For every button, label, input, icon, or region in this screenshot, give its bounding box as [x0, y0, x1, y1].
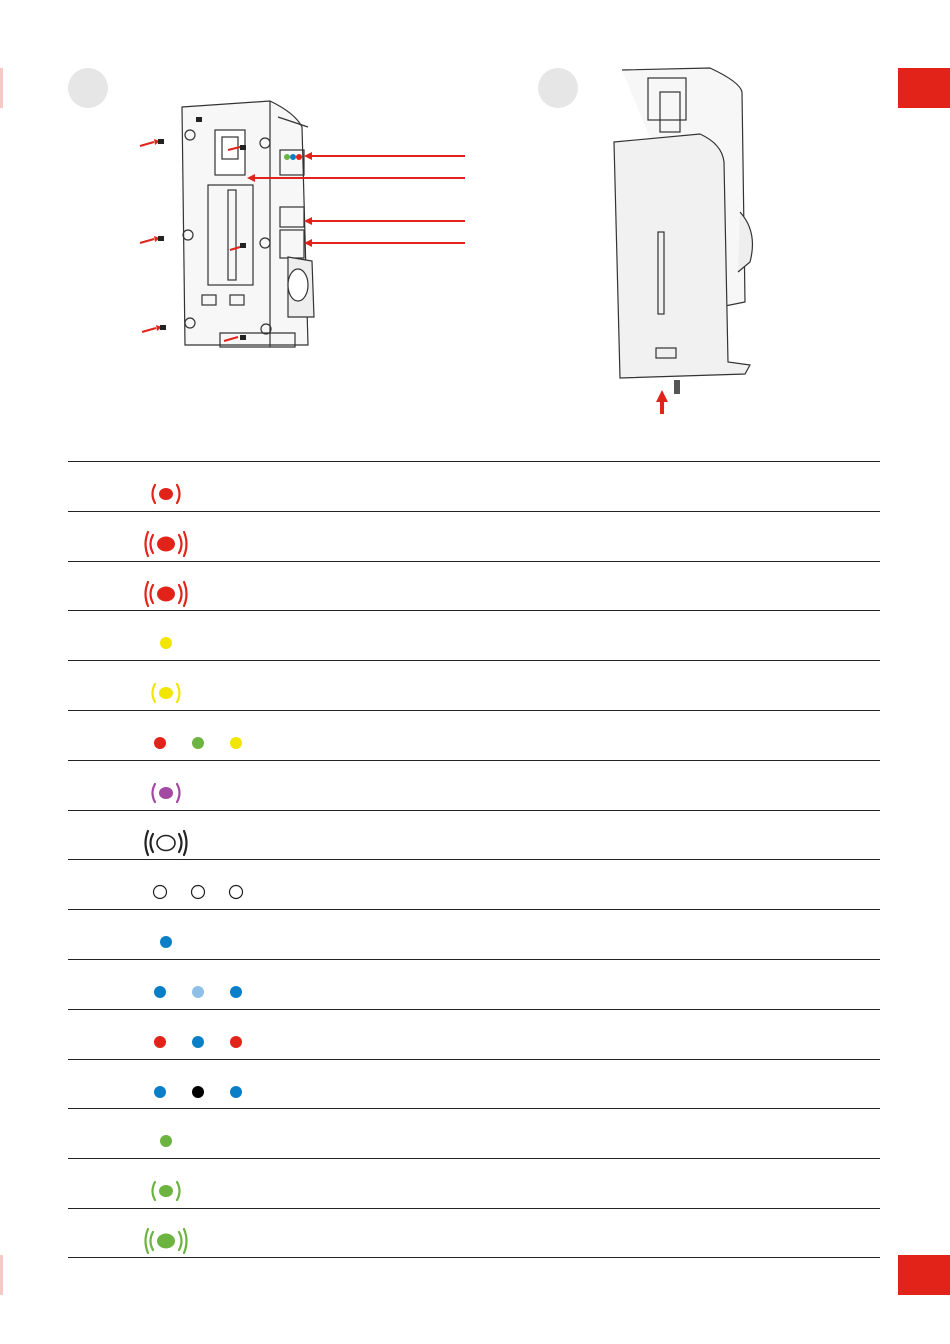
led-dot — [230, 1036, 242, 1048]
led-indicator-icon — [68, 1010, 288, 1058]
led-dot — [157, 835, 175, 850]
led-indicator-icon — [68, 860, 288, 908]
led-status-row — [68, 1108, 880, 1158]
led-indicator-icon — [68, 462, 288, 510]
section-tab-marker-bottom — [898, 1255, 950, 1295]
led-dot — [159, 687, 173, 699]
led-dot — [230, 737, 242, 749]
led-pulse-arc — [184, 1229, 187, 1253]
led-dot — [154, 886, 167, 899]
led-dot — [157, 536, 175, 551]
led-dot — [157, 1233, 175, 1248]
section-tab-marker-top — [898, 68, 950, 108]
edge-crop-mark-bottom — [0, 1255, 3, 1295]
led-pulse-arc — [153, 684, 156, 702]
led-pulse-arc — [153, 784, 156, 802]
led-dot — [160, 1135, 172, 1147]
led-dot — [154, 1086, 166, 1098]
led-dot — [192, 886, 205, 899]
led-status-row — [68, 461, 880, 511]
led-status-row — [68, 1158, 880, 1208]
led-indicator-icon — [68, 1109, 288, 1157]
led-dot — [230, 886, 243, 899]
led-dot — [192, 986, 204, 998]
led-dot — [159, 787, 173, 799]
led-dot — [159, 1185, 173, 1197]
led-status-row — [68, 1208, 880, 1258]
led-pulse-arc — [146, 831, 149, 855]
led-status-row — [68, 959, 880, 1009]
led-pulse-arc — [179, 535, 182, 553]
led-pulse-arc — [146, 582, 149, 606]
led-status-row — [68, 511, 880, 561]
led-pulse-arc — [153, 485, 156, 503]
led-dot — [159, 488, 173, 500]
led-pulse-arc — [184, 532, 187, 556]
led-status-row — [68, 1009, 880, 1059]
led-indicator-icon — [68, 711, 288, 759]
led-indicator-icon — [68, 562, 288, 610]
led-pulse-arc — [153, 1182, 156, 1200]
step-2-marker — [538, 68, 578, 108]
led-dot — [154, 986, 166, 998]
led-status-row — [68, 859, 880, 909]
led-dot — [192, 1036, 204, 1048]
led-pulse-arc — [146, 1229, 149, 1253]
led-dot — [154, 1036, 166, 1048]
led-pulse-arc — [184, 831, 187, 855]
led-dot — [192, 1086, 204, 1098]
led-pulse-arc — [179, 585, 182, 603]
step-1-marker — [68, 68, 108, 108]
led-indicator-icon — [68, 661, 288, 709]
led-pulse-arc — [179, 834, 182, 852]
led-indicator-icon — [68, 761, 288, 809]
cover-illustration — [600, 62, 760, 422]
mounting-illustration — [130, 95, 470, 365]
led-indicator-icon — [68, 512, 288, 560]
led-pulse-arc — [177, 784, 180, 802]
led-indicator-icon — [68, 1209, 288, 1257]
led-status-row — [68, 561, 880, 611]
led-pulse-arc — [179, 1232, 182, 1250]
led-indicator-icon — [68, 611, 288, 659]
led-dot — [230, 1086, 242, 1098]
led-pulse-arc — [146, 532, 149, 556]
led-status-row — [68, 1059, 880, 1109]
led-pulse-arc — [177, 485, 180, 503]
led-pulse-arc — [151, 535, 154, 553]
edge-crop-mark-top — [0, 68, 3, 108]
led-pulse-arc — [151, 834, 154, 852]
led-dot — [160, 936, 172, 948]
led-indicator-icon — [68, 960, 288, 1008]
led-status-row — [68, 760, 880, 810]
led-status-row — [68, 610, 880, 660]
led-dot — [154, 737, 166, 749]
led-dot — [192, 737, 204, 749]
led-indicator-icon — [68, 811, 288, 859]
led-dot — [230, 986, 242, 998]
led-status-row — [68, 710, 880, 760]
led-dot — [157, 586, 175, 601]
led-status-row — [68, 810, 880, 860]
led-pulse-arc — [151, 585, 154, 603]
led-status-row — [68, 660, 880, 710]
led-status-row — [68, 909, 880, 959]
led-pulse-arc — [184, 582, 187, 606]
led-pulse-arc — [151, 1232, 154, 1250]
led-pulse-arc — [177, 1182, 180, 1200]
led-pulse-arc — [177, 684, 180, 702]
led-dot — [160, 637, 172, 649]
led-indicator-icon — [68, 910, 288, 958]
led-indicator-icon — [68, 1159, 288, 1207]
led-status-table — [68, 461, 880, 1258]
led-indicator-icon — [68, 1060, 288, 1108]
